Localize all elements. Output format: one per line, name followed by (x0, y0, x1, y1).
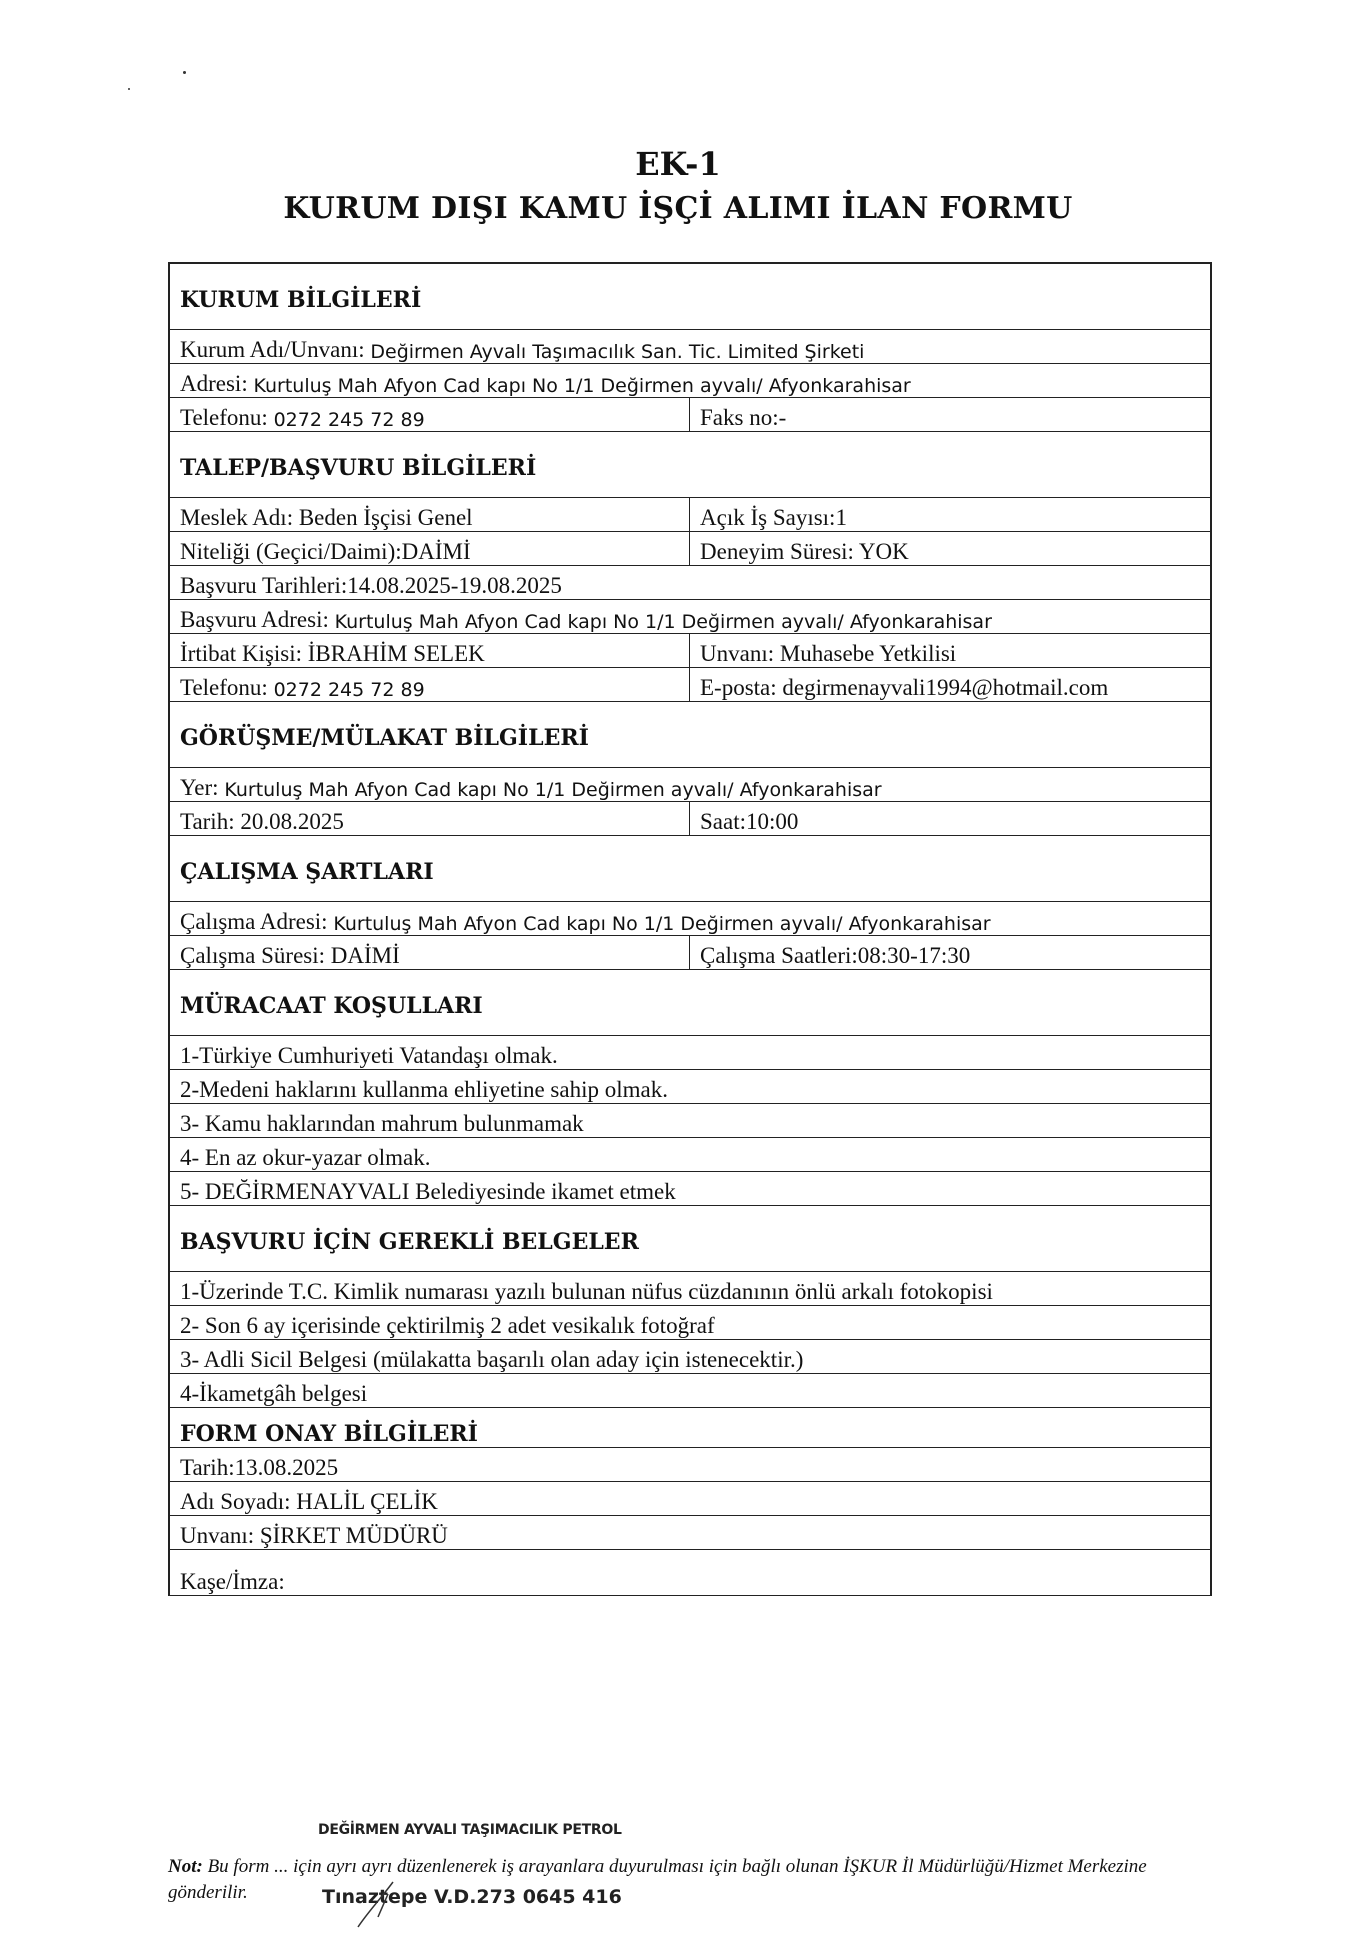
section-kurum-header (170, 264, 1210, 330)
calisma-adresi-value: Kurtuluş Mah Afyon Cad kapı No 1/1 Değirmen ayvalı/ Afyonkarahisar (333, 913, 991, 935)
niteligi: Niteliği (Geçici/Daimi):DAİMİ (170, 532, 690, 565)
gorusme-yer-value: Kurtuluş Mah Afyon Cad kapı No 1/1 Değirmen ayvalı/ Afyonkarahisar (224, 779, 882, 801)
gorusme-tarih: Tarih: 20.08.2025 (170, 802, 690, 835)
muracaat-item: 5- DEĞİRMENAYVALI Belediyesinde ikamet etmek (180, 1179, 676, 1204)
section-muracaat-header (170, 970, 1210, 1036)
basvuru-adresi-value: Kurtuluş Mah Afyon Cad kapı No 1/1 Değirmen ayvalı/ Afyonkarahisar (334, 611, 992, 633)
section-calisma-header (170, 836, 1210, 902)
onay-unvan-row (170, 1516, 1210, 1550)
kurum-name-label: Kurum Adı/Unvanı: (180, 337, 365, 362)
gorusme-tarih-row (170, 802, 1210, 836)
talep-irtibat-row (170, 634, 1210, 668)
section-belgeler-header (170, 1206, 1210, 1272)
meslek-adi: Meslek Adı: Beden İşçisi Genel (170, 498, 690, 531)
calisma-adresi-label: Çalışma Adresi: (180, 909, 328, 934)
kurum-fax: Faks no:- (700, 405, 787, 430)
list-item (170, 1272, 1210, 1306)
muracaat-item: 4- En az okur-yazar olmak. (180, 1145, 431, 1170)
list-item (170, 1138, 1210, 1172)
belge-item: 3- Adli Sicil Belgesi (mülakatta başarılı olan aday için istenecektir.) (180, 1347, 804, 1372)
stamp-line: Tınaztepe V.D.273 0645 416 (322, 1886, 622, 1908)
kurum-address-value: Kurtuluş Mah Afyon Cad kapı No 1/1 Değirmen ayvalı/ Afyonkarahisar (253, 375, 911, 397)
onay-tarih: Tarih:13.08.2025 (180, 1455, 339, 1480)
irtibat-kisisi: İrtibat Kişisi: İBRAHİM SELEK (170, 634, 690, 667)
list-item (170, 1104, 1210, 1138)
onay-tarih-row (170, 1448, 1210, 1482)
gorusme-yer-label: Yer: (180, 775, 219, 800)
list-item (170, 1036, 1210, 1070)
list-item (170, 1172, 1210, 1206)
gorusme-yer-row (170, 768, 1210, 802)
irtibat-unvani: Unvanı: Muhasebe Yetkilisi (700, 641, 957, 666)
list-item (170, 1070, 1210, 1104)
form-code: EK-1 (635, 145, 721, 183)
list-item (170, 1306, 1210, 1340)
section-talep-header (170, 432, 1210, 498)
kase-imza-label: Kaşe/İmza: (180, 1569, 285, 1594)
kurum-address-label: Adresi: (180, 371, 248, 396)
section-gorusme-header (170, 702, 1210, 768)
kurum-name-row (170, 330, 1210, 364)
section-heading: ÇALIŞMA ŞARTLARI (180, 858, 434, 885)
calisma-suresi: Çalışma Süresi: DAİMİ (170, 936, 690, 969)
section-heading: TALEP/BAŞVURU BİLGİLERİ (180, 454, 537, 481)
calisma-adres-row (170, 902, 1210, 936)
section-heading: BAŞVURU İÇİN GEREKLİ BELGELER (180, 1228, 639, 1255)
belge-item: 2- Son 6 ay içerisinde çektirilmiş 2 adet vesikalık fotoğraf (180, 1313, 715, 1338)
muracaat-item: 1-Türkiye Cumhuriyeti Vatandaşı olmak. (180, 1043, 558, 1068)
talep-phone-label: Telefonu: (180, 675, 268, 700)
note-label: Not: (168, 1856, 203, 1877)
note-text: Bu form ... için ayrı ayrı düzenlenerek iş arayanlara duyurulması için bağlı olunan İŞKUR İl Müdürlüğü/Hizmet Merkezine gönderilir. (168, 1856, 1147, 1903)
section-heading: GÖRÜŞME/MÜLAKAT BİLGİLERİ (180, 724, 589, 751)
basvuru-tarihleri: Başvuru Tarihleri:14.08.2025-19.08.2025 (180, 573, 562, 598)
acik-is-sayisi: Açık İş Sayısı:1 (700, 505, 847, 530)
kurum-phone-value: 0272 245 72 89 (273, 409, 425, 431)
belge-item: 4-İkametgâh belgesi (180, 1381, 368, 1406)
page-title: KURUM DIŞI KAMU İŞÇİ ALIMI İLAN FORMU (283, 191, 1073, 226)
muracaat-item: 2-Medeni haklarını kullanma ehliyetine sahip olmak. (180, 1077, 668, 1102)
talep-phone-row (170, 668, 1210, 702)
talep-phone-value: 0272 245 72 89 (273, 679, 425, 701)
list-item (170, 1340, 1210, 1374)
onay-adi-row (170, 1482, 1210, 1516)
section-heading: MÜRACAAT KOŞULLARI (180, 992, 483, 1019)
kurum-address-row (170, 364, 1210, 398)
list-item (170, 1374, 1210, 1408)
talep-adres-row (170, 600, 1210, 634)
section-onay-header (170, 1408, 1210, 1448)
deneyim-suresi: Deneyim Süresi: YOK (700, 539, 909, 564)
kurum-phone-row (170, 398, 1210, 432)
talep-tarih-row (170, 566, 1210, 600)
ilan-form-table (168, 262, 1212, 1596)
kurum-phone-label: Telefonu: (180, 405, 268, 430)
kurum-name-value: Değirmen Ayvalı Taşımacılık San. Tic. Limited Şirketi (370, 341, 865, 363)
calisma-sure-row (170, 936, 1210, 970)
section-heading: KURUM BİLGİLERİ (180, 286, 422, 313)
stamp-line: DEĞİRMEN AYVALI TAŞIMACILIK PETROL (318, 1822, 622, 1838)
section-heading: FORM ONAY BİLGİLERİ (180, 1421, 478, 1447)
talep-nitelik-row (170, 532, 1210, 566)
muracaat-item: 3- Kamu haklarından mahrum bulunmamak (180, 1111, 584, 1136)
basvuru-adresi-label: Başvuru Adresi: (180, 607, 329, 632)
eposta: E-posta: degirmenayvali1994@hotmail.com (700, 675, 1109, 700)
talep-meslek-row (170, 498, 1210, 532)
calisma-saatleri: Çalışma Saatleri:08:30-17:30 (700, 943, 971, 968)
gorusme-saat: Saat:10:00 (700, 809, 799, 834)
form-title-block (0, 142, 1356, 232)
onay-kase-row (170, 1550, 1210, 1596)
onay-unvani: Unvanı: ŞİRKET MÜDÜRÜ (180, 1523, 448, 1548)
footer-note (168, 1854, 1228, 1906)
onay-adi-soyadi: Adı Soyadı: HALİL ÇELİK (180, 1489, 438, 1514)
belge-item: 1-Üzerinde T.C. Kimlik numarası yazılı bulunan nüfus cüzdanının önlü arkalı fotokopisi (180, 1279, 993, 1304)
